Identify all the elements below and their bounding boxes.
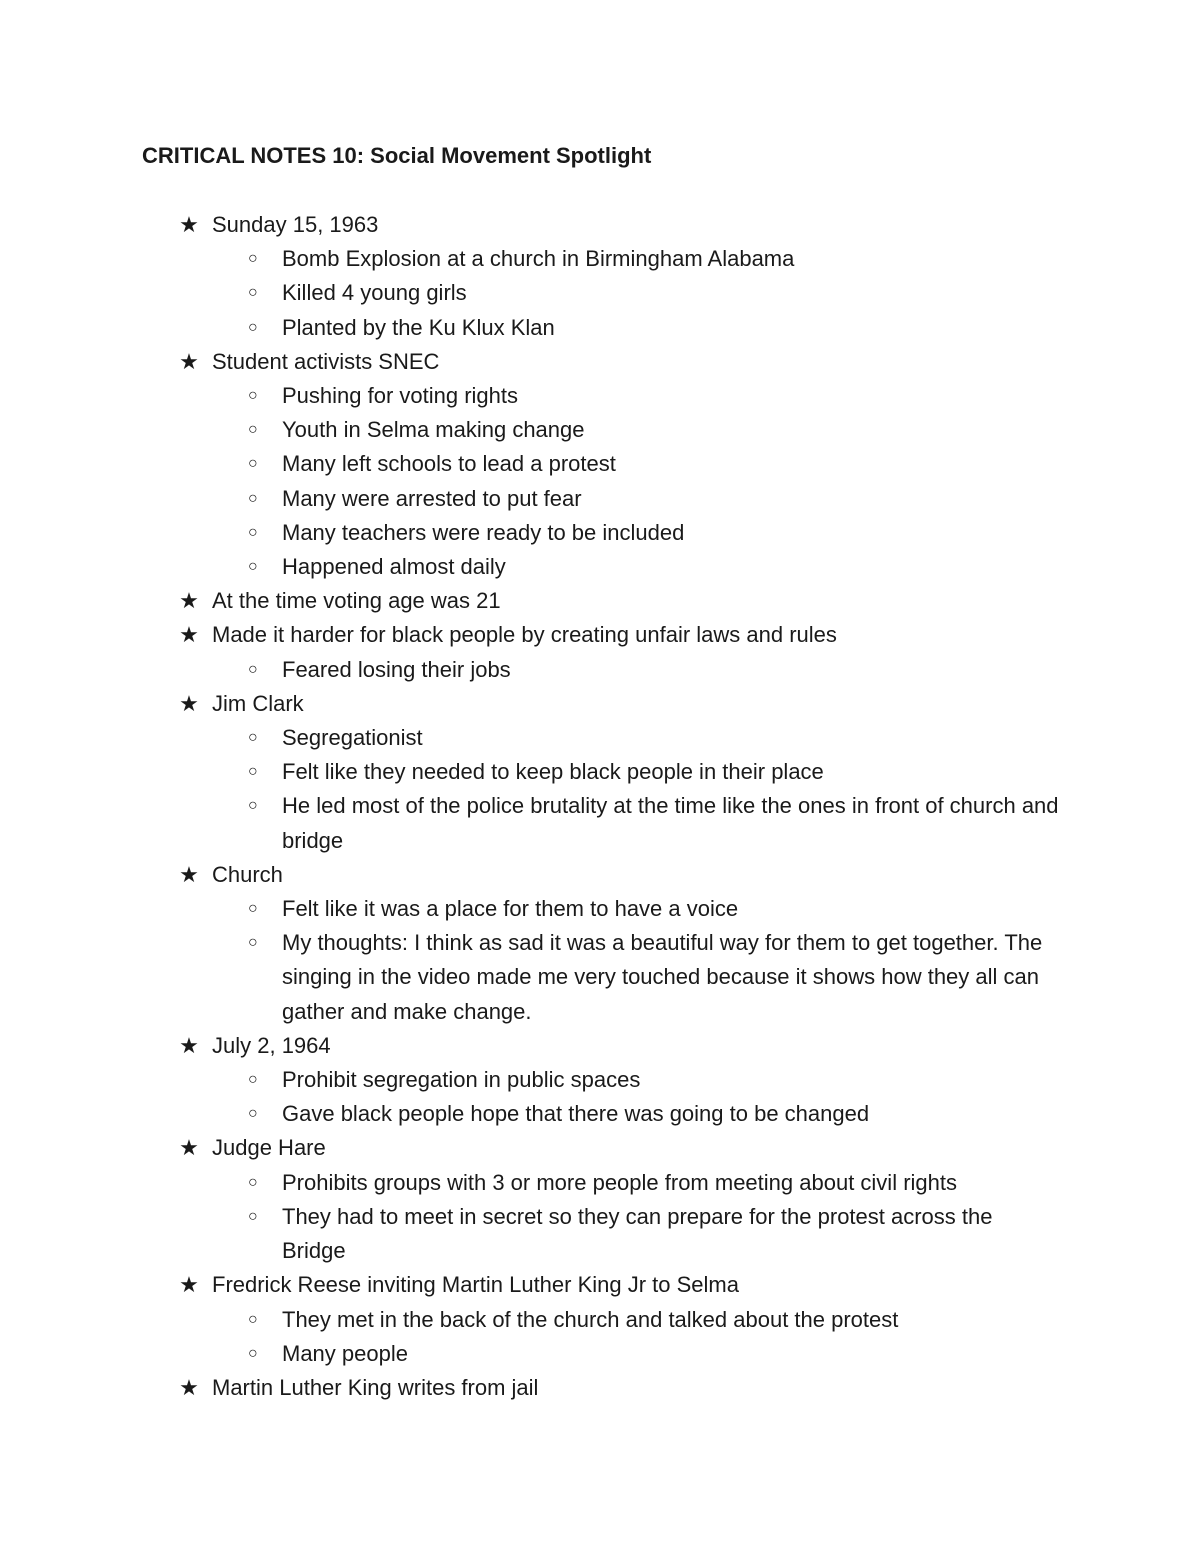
hollow-circle-icon: ○ (248, 763, 258, 781)
sub-item-text: He led most of the police brutality at the time like the ones in front of church and bridge (282, 793, 1059, 853)
sub-item (212, 413, 1062, 447)
hollow-circle-icon: ○ (248, 1071, 258, 1089)
outline-item (176, 584, 1076, 618)
hollow-circle-icon: ○ (248, 421, 258, 439)
hollow-circle-icon: ○ (248, 797, 258, 815)
sub-item (212, 755, 1062, 789)
sub-list (212, 721, 1076, 858)
sub-item-text: They met in the back of the church and talked about the protest (282, 1306, 899, 1332)
document-title: CRITICAL NOTES 10: Social Movement Spotlight (142, 143, 652, 168)
sub-item (212, 1063, 1062, 1097)
sub-item (212, 516, 1062, 550)
sub-list (212, 892, 1076, 1029)
sub-item-text: Many people (282, 1340, 408, 1366)
hollow-circle-icon: ○ (248, 387, 258, 405)
sub-item-text: Many were arrested to put fear (282, 485, 582, 511)
sub-item-text: Killed 4 young girls (282, 280, 467, 306)
outline-item (176, 208, 1076, 345)
outline-item (176, 687, 1076, 858)
star-icon: ★ (179, 348, 199, 374)
hollow-circle-icon: ○ (248, 1105, 258, 1123)
sub-list (212, 653, 1076, 687)
sub-list (212, 242, 1076, 345)
sub-item (212, 447, 1062, 481)
sub-item (212, 1337, 1062, 1371)
outline-item-text: July 2, 1964 (212, 1032, 331, 1058)
star-icon: ★ (179, 1032, 199, 1058)
sub-item (212, 550, 1062, 584)
hollow-circle-icon: ○ (248, 455, 258, 473)
sub-item-text: Happened almost daily (282, 554, 506, 580)
sub-item-text: Youth in Selma making change (282, 417, 585, 443)
outline-item (176, 618, 1076, 686)
sub-item (212, 482, 1062, 516)
sub-item (212, 379, 1062, 413)
sub-item-text: Planted by the Ku Klux Klan (282, 314, 555, 340)
sub-item (212, 653, 1062, 687)
outline-item (176, 1268, 1076, 1371)
sub-item-text: Segregationist (282, 725, 423, 751)
sub-item-text: Felt like they needed to keep black people in their place (282, 759, 824, 785)
outline-item (176, 1131, 1076, 1268)
sub-item (212, 1166, 1062, 1200)
outline-item-text: Church (212, 861, 283, 887)
hollow-circle-icon: ○ (248, 660, 258, 678)
sub-item (212, 892, 1062, 926)
sub-item-text: Felt like it was a place for them to have a voice (282, 896, 739, 922)
hollow-circle-icon: ○ (248, 523, 258, 541)
sub-item (212, 721, 1062, 755)
sub-item-text: Many teachers were ready to be included (282, 519, 685, 545)
sub-item (212, 1097, 1062, 1131)
hollow-circle-icon: ○ (248, 900, 258, 918)
outline-item (176, 1029, 1076, 1132)
sub-item (212, 789, 1062, 857)
hollow-circle-icon: ○ (248, 1173, 258, 1191)
outline-item (176, 1371, 1076, 1405)
hollow-circle-icon: ○ (248, 250, 258, 268)
hollow-circle-icon: ○ (248, 1207, 258, 1225)
hollow-circle-icon: ○ (248, 729, 258, 747)
sub-item-text: Pushing for voting rights (282, 383, 519, 409)
sub-item-text: They had to meet in secret so they can prepare for the protest across the Bridge (282, 1203, 993, 1264)
star-icon: ★ (179, 1272, 199, 1298)
sub-list (212, 1303, 1076, 1371)
star-icon: ★ (179, 690, 199, 716)
star-icon: ★ (179, 861, 199, 887)
star-icon: ★ (179, 622, 199, 648)
sub-item-text: Gave black people hope that there was going to be changed (282, 1101, 870, 1127)
hollow-circle-icon: ○ (248, 558, 258, 576)
star-icon: ★ (179, 1135, 199, 1161)
outline-item-text: Made it harder for black people by creating unfair laws and rules (212, 622, 837, 648)
sub-item (212, 276, 1062, 310)
sub-item (212, 311, 1062, 345)
sub-item-text: Feared losing their jobs (282, 656, 511, 682)
sub-item-text: Prohibit segregation in public spaces (282, 1067, 641, 1093)
hollow-circle-icon: ○ (248, 284, 258, 302)
outline-item-text: Student activists SNEC (212, 348, 440, 374)
hollow-circle-icon: ○ (248, 489, 258, 507)
hollow-circle-icon: ○ (248, 1310, 258, 1328)
sub-item (212, 1303, 1062, 1337)
sub-item (212, 1200, 1062, 1268)
outline-item-text: At the time voting age was 21 (212, 588, 501, 614)
star-icon: ★ (179, 1374, 199, 1400)
sub-item (212, 926, 1062, 1029)
outline-item (176, 345, 1076, 584)
outline-item-text: Jim Clark (212, 690, 304, 716)
outline-item-text: Sunday 15, 1963 (212, 212, 379, 237)
sub-item-text: Many left schools to lead a protest (282, 451, 616, 477)
hollow-circle-icon: ○ (248, 318, 258, 336)
hollow-circle-icon: ○ (248, 934, 258, 952)
sub-item-text: My thoughts: I think as sad it was a beautiful way for them to get together. The singing in the video made me very touched because it shows how they all can gather and make change. (282, 930, 1043, 1024)
sub-list (212, 1063, 1076, 1131)
outline-item-text: Fredrick Reese inviting Martin Luther King Jr to Selma (212, 1272, 739, 1298)
hollow-circle-icon: ○ (248, 1344, 258, 1362)
star-icon: ★ (179, 588, 199, 614)
star-icon: ★ (179, 212, 199, 237)
sub-list (212, 379, 1076, 584)
outline-item (176, 858, 1076, 1029)
sub-item (212, 242, 1062, 276)
outline-item-text: Martin Luther King writes from jail (212, 1374, 539, 1400)
bullet-outline (176, 208, 1076, 1405)
sub-item-text: Prohibits groups with 3 or more people from meeting about civil rights (282, 1169, 957, 1195)
outline-item-text: Judge Hare (212, 1135, 326, 1161)
sub-item-text: Bomb Explosion at a church in Birmingham Alabama (282, 246, 795, 272)
sub-list (212, 1166, 1076, 1269)
